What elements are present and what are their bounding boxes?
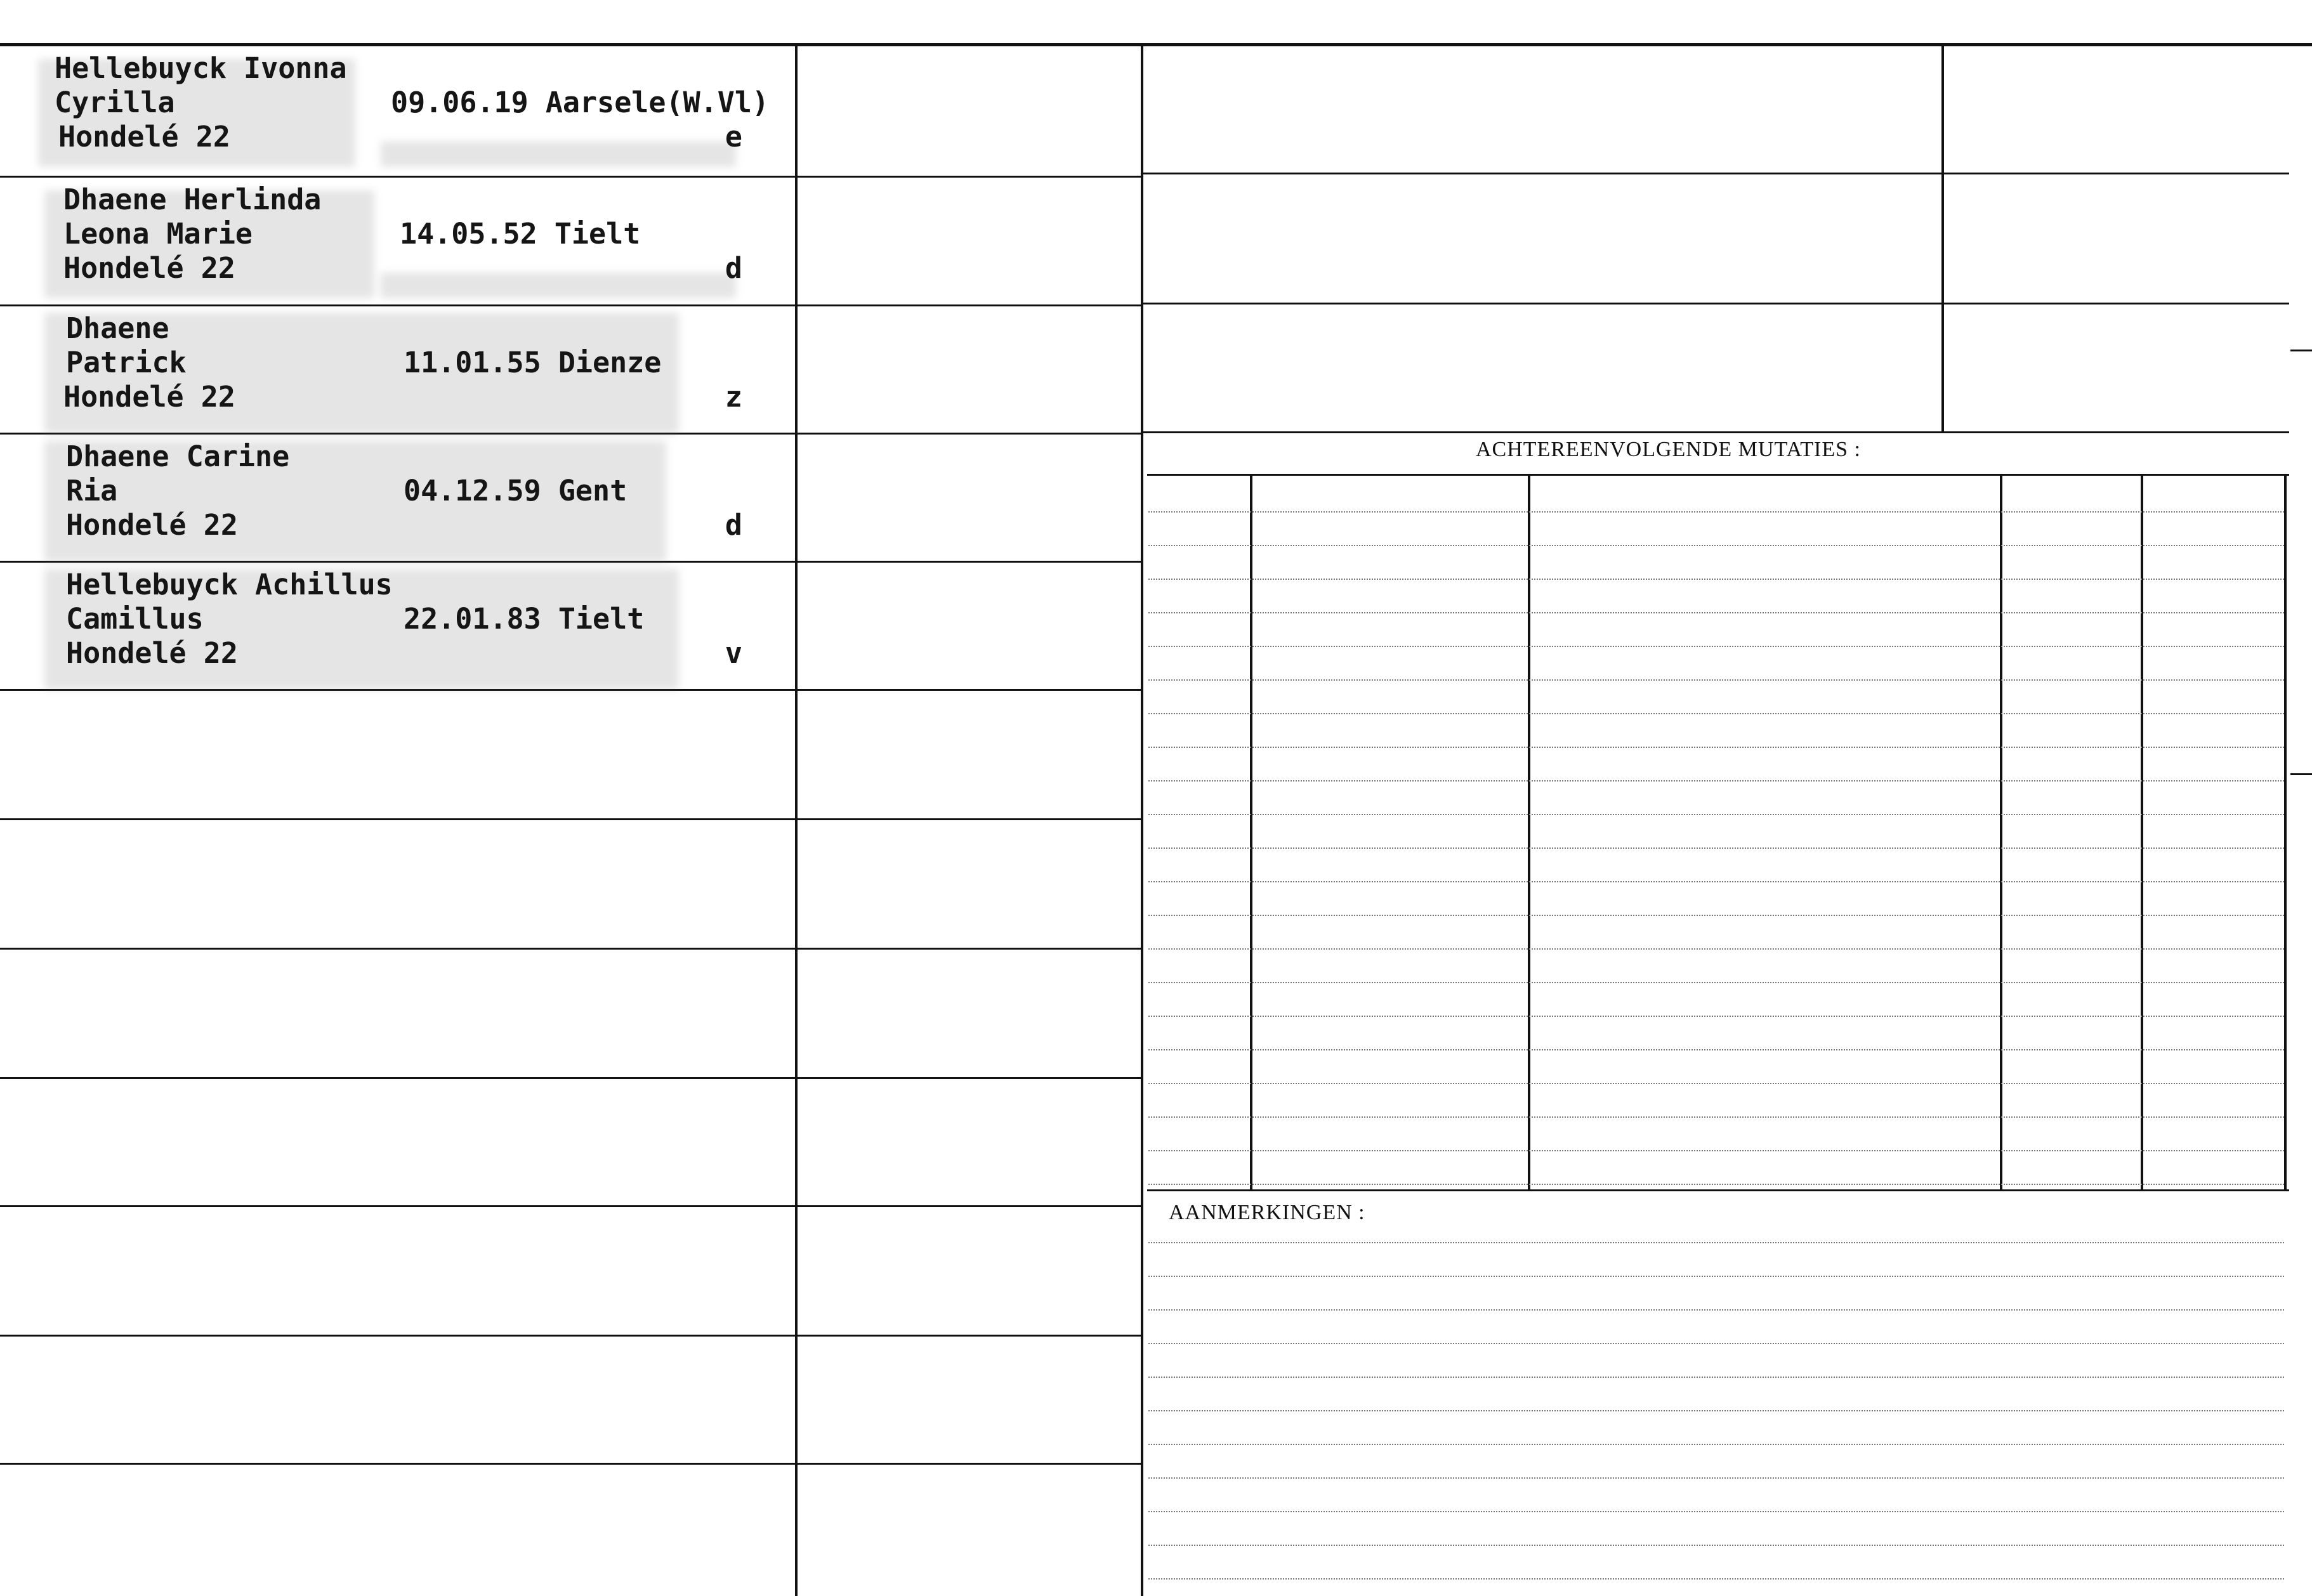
dotted-ruling (1148, 646, 2284, 647)
dotted-ruling (1148, 1511, 2284, 1512)
dotted-ruling (1148, 511, 2284, 513)
person-name: Dhaene Carine (66, 440, 290, 473)
dotted-ruling (1148, 1545, 2284, 1546)
aanmerkingen-heading: AANMERKINGEN : (1169, 1201, 1365, 1224)
person-entry (0, 46, 793, 176)
person-given-names: Cyrilla (55, 86, 175, 119)
dotted-ruling (1148, 1150, 2284, 1151)
dotted-ruling (1148, 579, 2284, 580)
person-entry (0, 435, 793, 564)
dotted-ruling (1148, 1477, 2284, 1479)
row-separator (0, 948, 1142, 950)
dotted-ruling (1148, 612, 2284, 613)
relation-code: d (725, 508, 742, 542)
dotted-ruling (1148, 1377, 2284, 1378)
person-entry (0, 563, 793, 692)
row-separator (0, 1205, 1142, 1207)
row-separator (0, 1077, 1142, 1079)
address: Hondelé 22 (66, 636, 238, 670)
dotted-ruling (1148, 1578, 2284, 1580)
dotted-ruling (1148, 948, 2284, 950)
dotted-ruling (1148, 881, 2284, 882)
dotted-ruling (1148, 1309, 2284, 1311)
mutaties-heading: ACHTEREENVOLGENDE MUTATIES : (1476, 438, 1861, 461)
address: Hondelé 22 (63, 380, 235, 414)
row-separator (0, 1463, 1142, 1465)
relation-code: d (725, 251, 742, 285)
address: Hondelé 22 (63, 251, 235, 285)
left-column-divider-2 (1141, 45, 1143, 1596)
dotted-ruling (1148, 1343, 2284, 1344)
dotted-ruling (1148, 747, 2284, 748)
margin-tick (2290, 350, 2312, 351)
person-entry (0, 178, 793, 307)
birth-date-place: 11.01.55 Dienze (404, 346, 662, 379)
dotted-ruling (1148, 915, 2284, 916)
dotted-ruling (1148, 780, 2284, 782)
right-row-separator (1142, 431, 2289, 433)
dotted-ruling (1148, 1184, 2284, 1185)
birth-date-place: 04.12.59 Gent (404, 474, 627, 507)
dotted-ruling (1148, 1116, 2284, 1118)
row-separator (0, 1335, 1142, 1337)
dotted-ruling (1148, 545, 2284, 546)
right-section-divider (1941, 45, 1944, 432)
dotted-ruling (1148, 1016, 2284, 1017)
relation-code: z (725, 380, 742, 414)
address: Hondelé 22 (58, 120, 230, 154)
person-entry (0, 306, 793, 436)
mutaties-table-top (1147, 474, 2289, 476)
dotted-ruling (1148, 1083, 2284, 1084)
person-name: Dhaene Herlinda (63, 183, 322, 216)
dotted-ruling (1148, 713, 2284, 714)
dotted-ruling (1148, 1049, 2284, 1050)
person-name: Hellebuyck Achillus (66, 568, 393, 601)
birth-date-place: 14.05.52 Tielt (400, 217, 641, 251)
birth-date-place: 09.06.19 Aarsele(W.Vl) (391, 86, 770, 119)
margin-tick (2290, 773, 2312, 775)
person-given-names: Patrick (66, 346, 187, 379)
person-given-names: Ria (66, 474, 118, 507)
person-given-names: Camillus (66, 602, 204, 636)
dotted-ruling (1148, 679, 2284, 681)
right-row-separator (1142, 303, 2289, 304)
relation-code: v (725, 636, 742, 670)
dotted-ruling (1148, 1276, 2284, 1277)
mutaties-table-bottom (1147, 1189, 2289, 1191)
dotted-ruling (1148, 1444, 2284, 1445)
address: Hondelé 22 (66, 508, 238, 542)
dotted-ruling (1148, 1410, 2284, 1411)
row-separator (0, 818, 1142, 820)
dotted-ruling (1148, 982, 2284, 983)
person-given-names: Leona Marie (63, 217, 253, 251)
dotted-ruling (1148, 847, 2284, 849)
person-name: Dhaene (66, 311, 169, 345)
dotted-ruling (1148, 814, 2284, 815)
birth-date-place: 22.01.83 Tielt (404, 602, 645, 636)
person-name: Hellebuyck Ivonna (55, 51, 347, 85)
mutaties-column (2284, 475, 2287, 1191)
relation-code: e (725, 120, 742, 154)
right-row-separator (1142, 173, 2289, 174)
left-column-divider-1 (795, 45, 798, 1596)
dotted-ruling (1148, 1242, 2284, 1243)
